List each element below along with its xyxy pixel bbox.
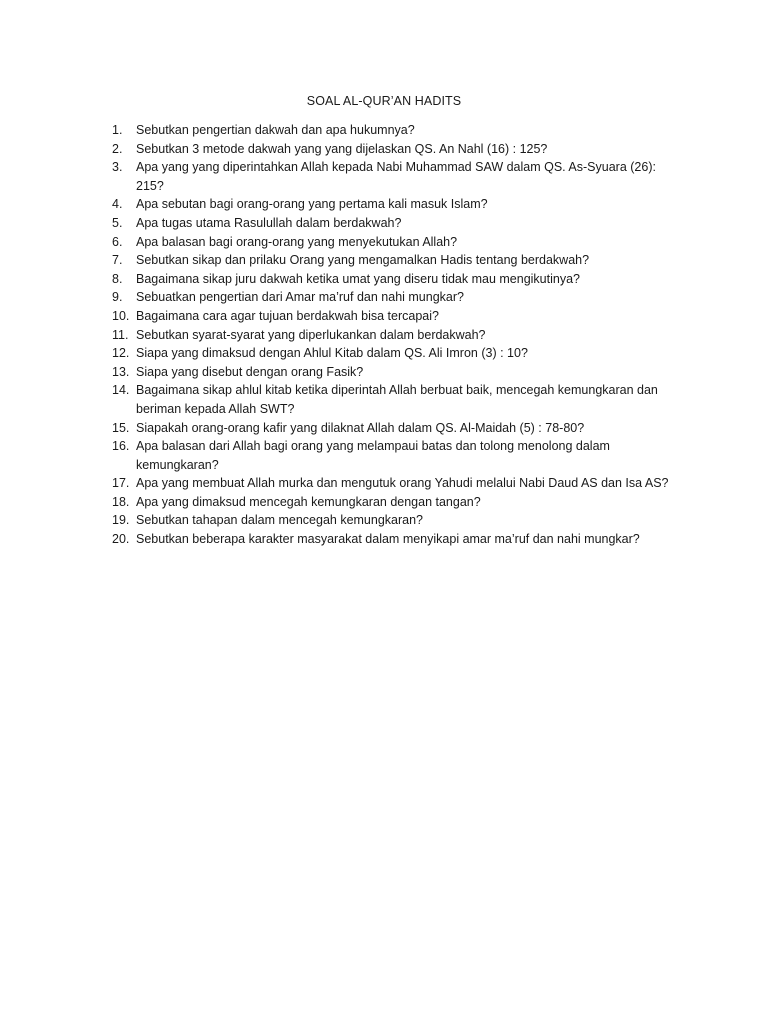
question-text: Siapa yang dimaksud dengan Ahlul Kitab dalam QS. Ali Imron (3) : 10? (136, 346, 528, 361)
question-item (112, 140, 672, 159)
question-list (112, 121, 672, 549)
question-number: 2. (112, 141, 123, 156)
question-number: 3. (112, 160, 123, 175)
question-text: Siapakah orang-orang kafir yang dilaknat Allah dalam QS. Al-Maidah (5) : 78-80? (136, 420, 585, 435)
question-number: 19. (112, 513, 130, 528)
question-item (112, 233, 672, 252)
question-number: 4. (112, 197, 123, 212)
question-number: 17. (112, 476, 130, 491)
question-item (112, 158, 672, 195)
question-item (112, 270, 672, 289)
question-item (112, 344, 672, 363)
question-number: 6. (112, 234, 123, 249)
question-item (112, 419, 672, 438)
question-text: Sebutkan syarat-syarat yang diperlukankan dalam berdakwah? (136, 327, 486, 342)
question-text: Sebutkan beberapa karakter masyarakat dalam menyikapi amar ma’ruf dan nahi mungkar? (136, 532, 640, 547)
question-item (112, 511, 672, 530)
question-item (112, 251, 672, 270)
question-item (112, 493, 672, 512)
question-number: 18. (112, 494, 130, 509)
question-text: Apa balasan bagi orang-orang yang menyekutukan Allah? (136, 234, 458, 249)
question-text: Siapa yang disebut dengan orang Fasik? (136, 364, 364, 379)
question-number: 15. (112, 420, 130, 435)
question-number: 16. (112, 439, 130, 454)
question-text: Bagaimana cara agar tujuan berdakwah bisa tercapai? (136, 308, 439, 323)
question-item (112, 214, 672, 233)
question-item (112, 381, 672, 418)
question-text: Apa yang membuat Allah murka dan mengutuk orang Yahudi melalui Nabi Daud AS dan Isa AS? (136, 476, 669, 491)
question-number: 12. (112, 346, 130, 361)
question-number: 5. (112, 215, 123, 230)
question-item (112, 437, 672, 474)
question-number: 20. (112, 532, 130, 547)
question-text: Sebutkan tahapan dalam mencegah kemungkaran? (136, 513, 424, 528)
question-number: 9. (112, 290, 123, 305)
question-text: Apa tugas utama Rasulullah dalam berdakwah? (136, 215, 402, 230)
question-text: Apa yang dimaksud mencegah kemungkaran dengan tangan? (136, 494, 481, 509)
question-text: Apa balasan dari Allah bagi orang yang melampaui batas dan tolong menolong dalam kemungkaran? (136, 439, 610, 472)
question-number: 11. (112, 327, 129, 342)
question-text: Apa yang yang diperintahkan Allah kepada Nabi Muhammad SAW dalam QS. As-Syuara (26): 215? (136, 160, 656, 193)
question-text: Bagaimana sikap juru dakwah ketika umat yang diseru tidak mau mengikutinya? (136, 271, 580, 286)
question-item (112, 195, 672, 214)
question-item (112, 474, 672, 493)
question-item (112, 307, 672, 326)
question-number: 7. (112, 253, 123, 268)
question-text: Sebutkan sikap dan prilaku Orang yang mengamalkan Hadis tentang berdakwah? (136, 253, 590, 268)
question-item (112, 288, 672, 307)
question-text: Sebutkan 3 metode dakwah yang yang dijelaskan QS. An Nahl (16) : 125? (136, 141, 548, 156)
question-text: Sebutkan pengertian dakwah dan apa hukumnya? (136, 123, 415, 137)
question-number: 8. (112, 271, 123, 286)
question-text: Bagaimana sikap ahlul kitab ketika diperintah Allah berbuat baik, mencegah kemungkaran dan beriman kepada Allah SWT? (136, 383, 658, 416)
question-number: 1. (112, 123, 123, 137)
question-number: 13. (112, 364, 130, 379)
question-number: 14. (112, 383, 130, 398)
question-item (112, 530, 672, 549)
question-item (112, 121, 672, 140)
question-item (112, 363, 672, 382)
question-item (112, 326, 672, 345)
question-text: Apa sebutan bagi orang-orang yang pertama kali masuk Islam? (136, 197, 488, 212)
question-number: 10. (112, 308, 130, 323)
question-text: Sebuatkan pengertian dari Amar ma’ruf dan nahi mungkar? (136, 290, 464, 305)
document-title: SOAL AL-QUR’AN HADITS (306, 94, 462, 108)
